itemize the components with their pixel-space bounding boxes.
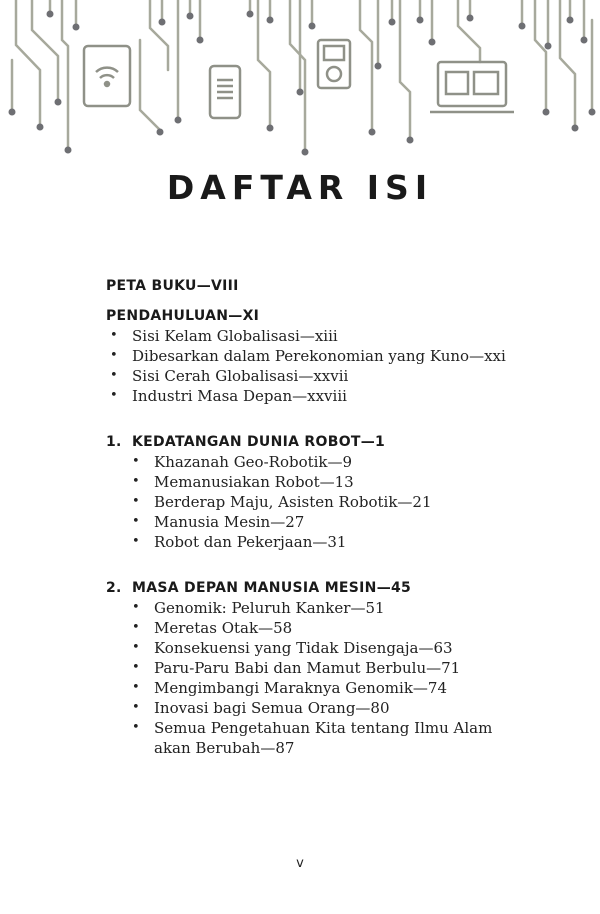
- list-item: • Berderap Maju, Asisten Robotik—21: [132, 493, 432, 511]
- list-item: • Konsekuensi yang Tidak Disengaja—63: [132, 639, 453, 657]
- list-item: • Memanusiakan Robot—13: [132, 473, 354, 491]
- table-of-contents: [106, 270, 576, 758]
- list-item: • Manusia Mesin—27: [132, 513, 305, 531]
- media-player-icon: [318, 40, 350, 88]
- list-item: • Industri Masa Depan—xxviii: [110, 387, 347, 405]
- page-title: DAFTAR ISI: [166, 168, 434, 207]
- list-item: • Semua Pengetahuan Kita tentang Ilmu Alam: [132, 719, 493, 737]
- circuit-header-illustration: [0, 0, 600, 160]
- chapter-heading-2: 2. MASA DEPAN MANUSIA MESIN—45: [106, 580, 412, 596]
- list-item: • Paru-Paru Babi dan Mamut Berbulu—71: [132, 659, 461, 677]
- list-item: • Genomik: Peluruh Kanker—51: [132, 599, 385, 617]
- list-item: • Sisi Kelam Globalisasi—xiii: [110, 327, 338, 345]
- list-item: • Inovasi bagi Semua Orang—80: [132, 699, 390, 717]
- tablet-wifi-icon: [84, 46, 130, 106]
- smartphone-icon: [210, 66, 240, 118]
- list-item-continuation: akan Berubah—87: [154, 739, 295, 757]
- list-item: • Dibesarkan dalam Perekonomian yang Kuno—xxi: [110, 347, 506, 365]
- chapter-heading-1: 1. KEDATANGAN DUNIA ROBOT—1: [106, 434, 386, 450]
- laptop-icon: [430, 62, 514, 112]
- list-item: • Mengimbangi Maraknya Genomik—74: [132, 679, 447, 697]
- section-heading-peta-buku: PETA BUKU—VIII: [106, 278, 239, 294]
- list-item: • Sisi Cerah Globalisasi—xxvii: [110, 367, 349, 385]
- section-heading-pendahuluan: PENDAHULUAN—XI: [106, 308, 260, 324]
- page-number: v: [296, 856, 304, 871]
- list-item: • Meretas Otak—58: [132, 619, 293, 637]
- list-item: • Khazanah Geo-Robotik—9: [132, 453, 353, 471]
- list-item: • Robot dan Pekerjaan—31: [132, 533, 347, 551]
